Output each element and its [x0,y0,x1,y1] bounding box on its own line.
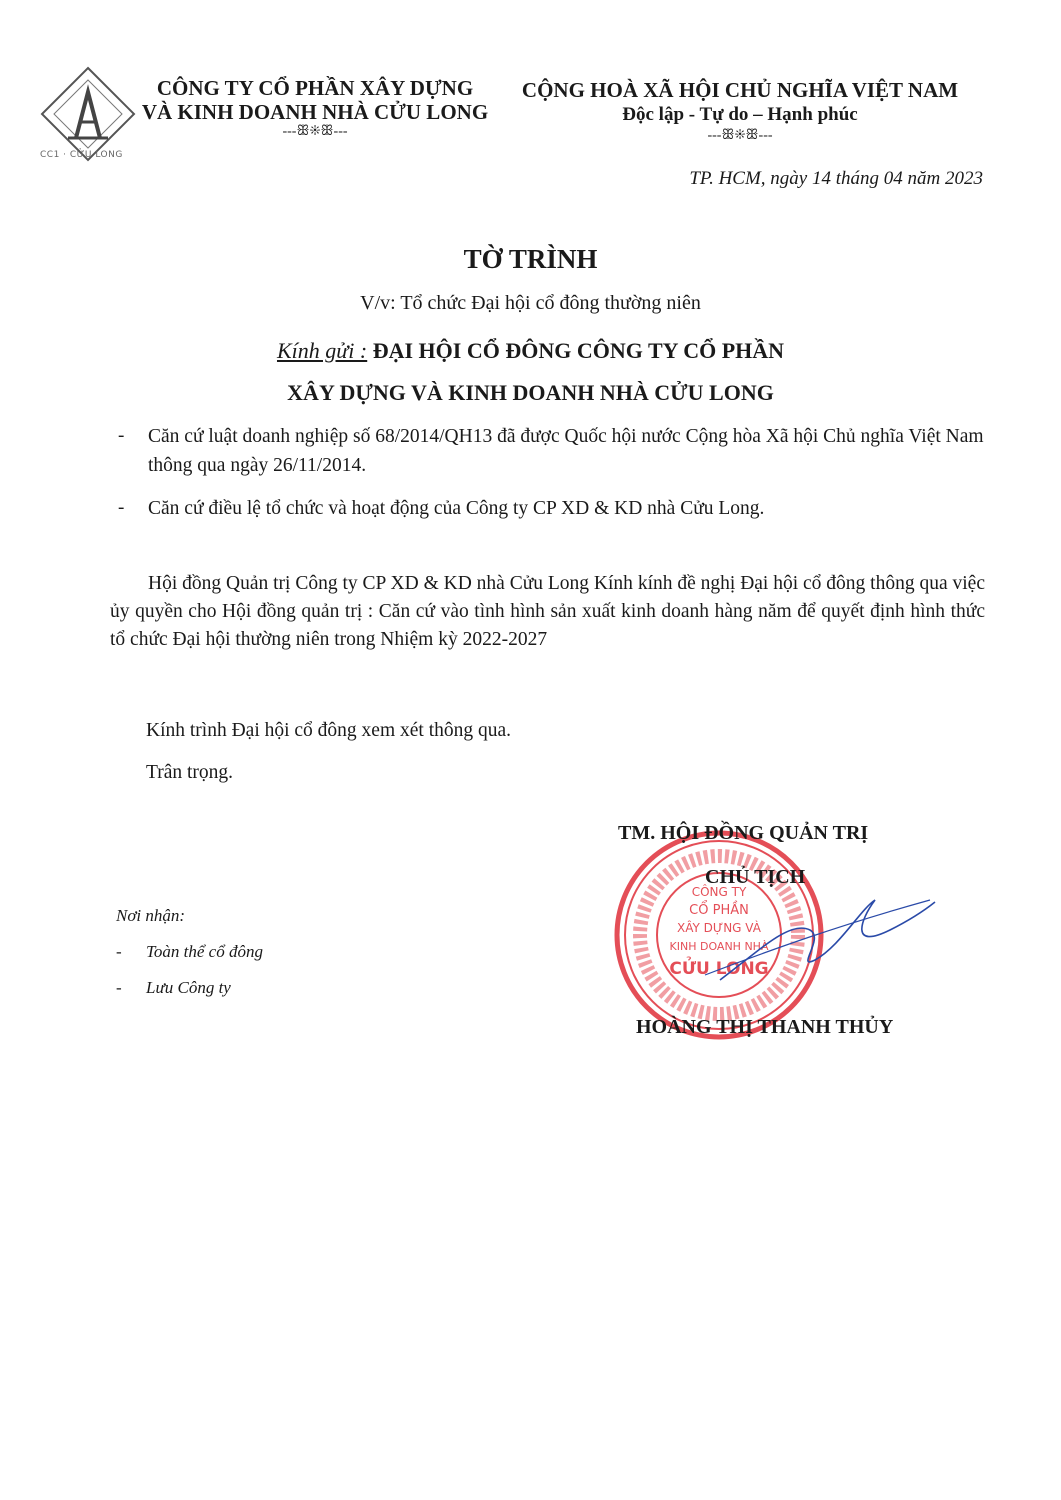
company-name [130,76,500,124]
recipient-dash: - [116,978,122,997]
bullet-dash: - [118,425,125,446]
logo-caption: CC1 · CỬU LONG [40,150,123,160]
company-name-line2: VÀ KINH DOANH NHÀ CỬU LONG [141,100,489,124]
basis-item: Căn cứ điều lệ tổ chức và hoạt động của Công ty CP XD & KD nhà Cửu Long. [148,498,765,519]
signature-role: TM. HỘI ĐỒNG QUẢN TRỊ [618,822,869,844]
recipient-line2: XÂY DỰNG VÀ KINH DOANH NHÀ CỬU LONG [287,380,774,405]
recipient-item: Toàn thể cổ đông [146,942,263,961]
closing-request: Kính trình Đại hội cổ đông xem xét thông qua. [146,720,512,741]
document-date: TP. HCM, ngày 14 tháng 04 năm 2023 [689,168,983,189]
signer-name: HOÀNG THỊ THANH THỦY [636,1016,894,1038]
handwritten-signature [700,880,940,990]
recipient-prefix: Kính gửi : [276,338,368,363]
recipient-dash: - [116,942,122,961]
bullet-dash: - [118,497,125,518]
stamp-text: CỔ PHẦN [689,903,749,918]
recipients-label: Nơi nhận: [116,906,186,925]
stamp-text: XÂY DỰNG VÀ [677,921,761,935]
stamp-text: CÔNG TY [691,885,747,899]
company-ornament: ---ꕥ❊ꕥ--- [282,124,348,139]
document-subject: V/v: Tổ chức Đại hội cổ đông thường niên [360,292,701,314]
nation-ornament: ---ꕥ❊ꕥ--- [707,128,773,143]
body-paragraph: Hội đồng Quản trị Công ty CP XD & KD nhà Cửu Long Kính kính đề nghị Đại hội cổ đông thông qua việc ủy quyền cho Hội đồng quản trị : Căn cứ vào tình hình sản xuất kinh doanh hàng năm để quyết định hình thức tổ chức Đại hội thường niên trong Nhiệm kỳ 2022-2027 [110,573,985,650]
nation-title: CỘNG HOÀ XÃ HỘI CHỦ NGHĨA VIỆT NAM [521,78,959,102]
stamp-text: CỬU LONG [669,959,769,979]
recipient-name-1: ĐẠI HỘI CỔ ĐÔNG CÔNG TY CỔ PHẦN [367,338,785,363]
recipient-line1 [0,338,1061,364]
stamp-text: KINH DOANH NHÀ [669,940,769,953]
company-name-line1: CÔNG TY CỔ PHẦN XÂY DỰNG [156,76,474,100]
document-title: TỜ TRÌNH [463,244,598,274]
basis-item: Căn cứ luật doanh nghiệp số 68/2014/QH13 đã được Quốc hội nước Cộng hòa Xã hội Chủ nghĩa Việt Nam thông qua ngày 26/11/2014. [148,426,984,476]
recipient-item: Lưu Công ty [146,978,231,997]
closing-regards: Trân trọng. [146,762,234,783]
motto: Độc lập - Tự do – Hạnh phúc [622,104,858,125]
signature-title: CHỦ TỊCH [705,866,806,888]
